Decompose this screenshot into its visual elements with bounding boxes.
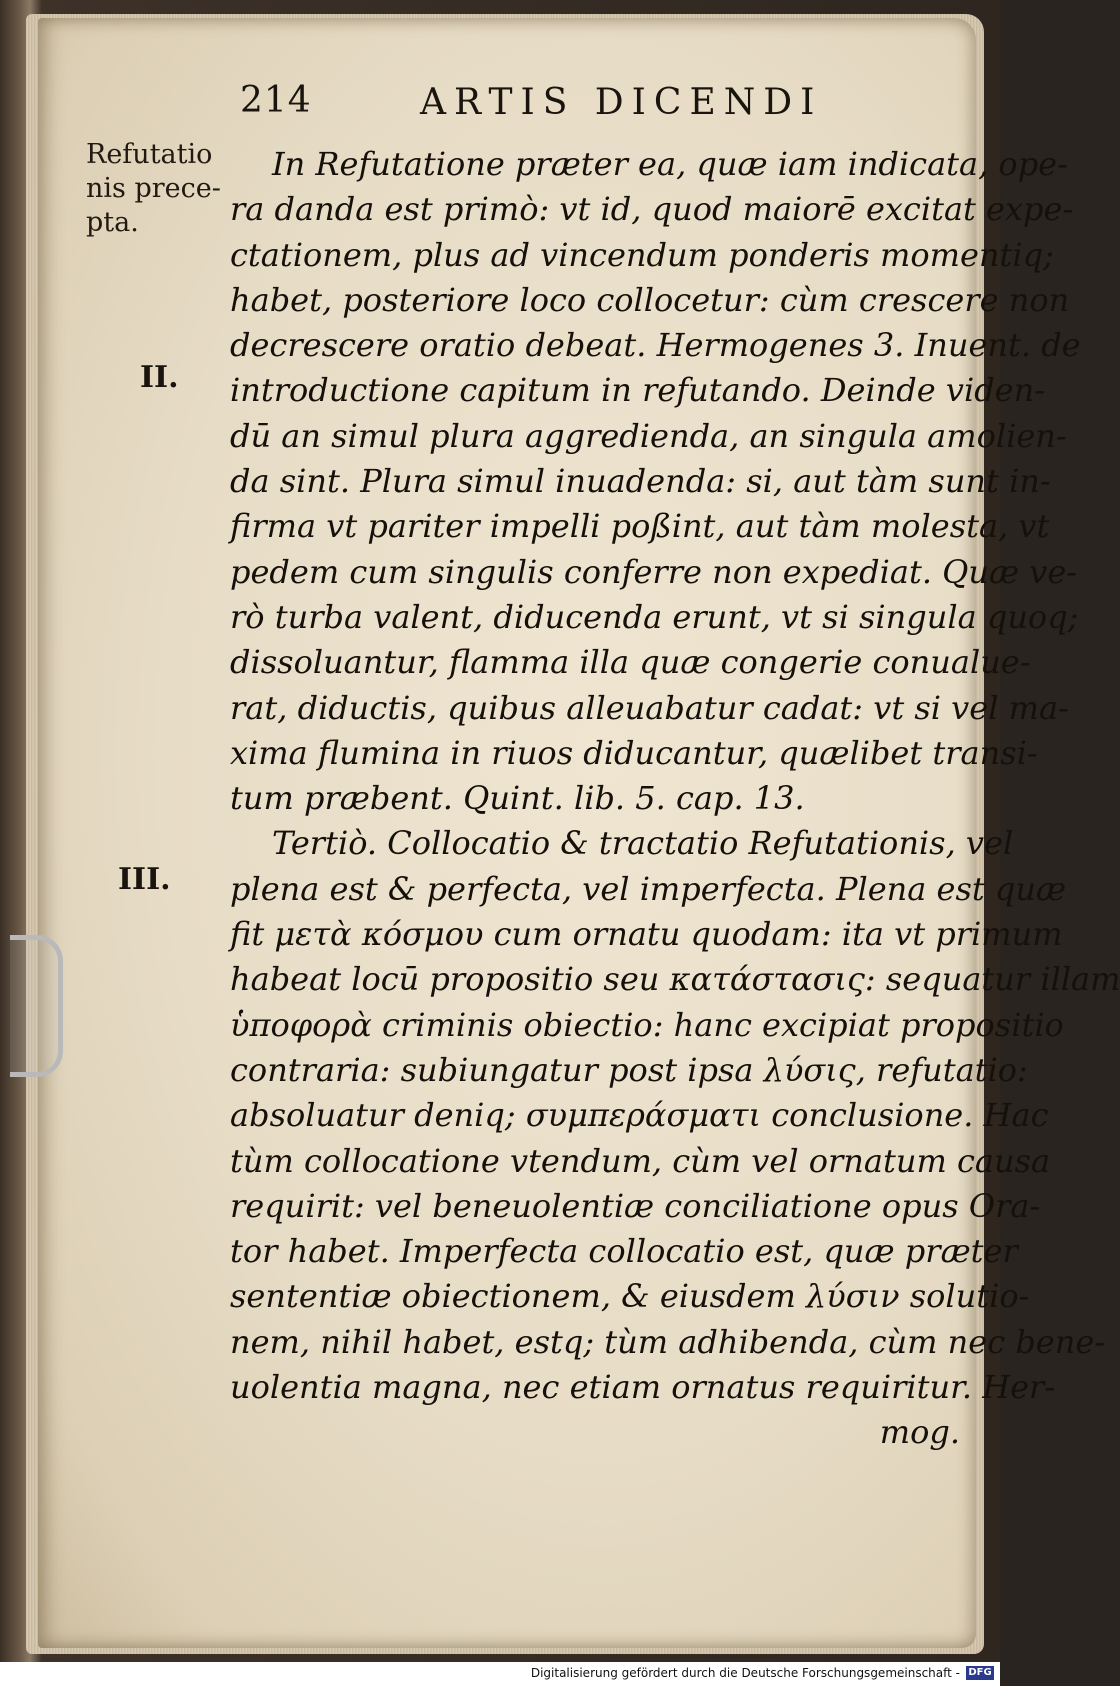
text-line: habeat locū propositio seu κατάστασις: sequatur illam: [230, 960, 1120, 999]
text-line: ctationem, plus ad vincendum ponderis momentiq;: [230, 235, 1054, 274]
page-number: 214: [240, 80, 312, 121]
running-head: ARTIS DICENDI: [420, 82, 823, 123]
text-line: habet, posteriore loco collocetur: cùm crescere non: [230, 280, 1070, 319]
text-line: rat, diductis, quibus alleuabatur cadat: vt si vel ma-: [230, 688, 1069, 727]
text-line: contraria: subiungatur post ipsa λύσις, refutatio:: [230, 1050, 1028, 1089]
text-line: tor habet. Imperfecta collocatio est, quæ præter: [230, 1232, 1018, 1271]
text-line: plena est & perfecta, vel imperfecta. Plena est quæ: [230, 869, 1067, 908]
text-line: Tertiò. Collocatio & tractatio Refutationis, vel: [272, 824, 1014, 863]
margin-note-line: nis prece-: [86, 173, 221, 204]
body-text: [230, 142, 1120, 1456]
dfg-logo-icon: DFG: [966, 1666, 994, 1680]
margin-note-line: Refutatio: [86, 139, 213, 170]
text-line: tùm collocatione vtendum, cùm vel ornatum causa: [230, 1141, 1051, 1180]
text-line: requirit: vel beneuolentiæ conciliatione opus Ora-: [230, 1186, 1041, 1225]
text-line: firma vt pariter impelli poßint, aut tàm molesta, vt: [230, 507, 1050, 546]
text-line: da sint. Plura simul inuadenda: si, aut tàm sunt in-: [230, 462, 1051, 501]
margin-note-line: pta.: [86, 207, 139, 238]
page-header: [0, 80, 1000, 140]
text-line: tum præbent. Quint. lib. 5. cap. 13.: [230, 779, 805, 818]
text-line: sententiæ obiectionem, & eiusdem λύσιν solutio-: [230, 1277, 1030, 1316]
text-line: pedem cum singulis conferre non expediat. Quæ ve-: [230, 552, 1078, 591]
section-numeral-ii: II.: [140, 360, 179, 395]
text-line: dissoluantur, flamma illa quæ congerie conualue-: [230, 643, 1031, 682]
text-line: uolentia magna, nec etiam ornatus requiritur. Her-: [230, 1368, 1056, 1407]
section-numeral-iii: III.: [118, 862, 171, 897]
text-line: rò turba valent, diducenda erunt, vt si singula quoq;: [230, 597, 1079, 636]
text-line: In Refutatione præter ea, quæ iam indicata, ope-: [272, 145, 1068, 183]
text-line: absoluatur deniq; συμπεράσματι conclusione. Hac: [230, 1096, 1049, 1135]
text-line: decrescere oratio debeat. Hermogenes 3. Inuent. de: [230, 326, 1081, 365]
text-line: xima flumina in riuos diducantur, quælibet transi-: [230, 733, 1038, 772]
text-line: ra danda est primò: vt id, quod maiorē excitat expe-: [230, 190, 1074, 229]
text-line: ὑποφορὰ criminis obiectio: hanc excipiat propositio: [230, 1005, 1064, 1044]
footer-bar: [0, 1662, 1000, 1686]
text-line: nem, nihil habet, estq; tùm adhibenda, cùm nec bene-: [230, 1322, 1106, 1361]
funding-credit: Digitalisierung gefördert durch die Deutsche Forschungsgemeinschaft -: [530, 1666, 960, 1680]
text-line: introductione capitum in refutando. Deinde viden-: [230, 371, 1046, 410]
text-line: dū an simul plura aggredienda, an singula amolien-: [230, 416, 1067, 455]
text-line: fit μετὰ κόσμου cum ornatu quodam: ita vt primum: [230, 915, 1063, 954]
book-clasp: [10, 935, 63, 1077]
catchword: mog.: [879, 1413, 960, 1452]
